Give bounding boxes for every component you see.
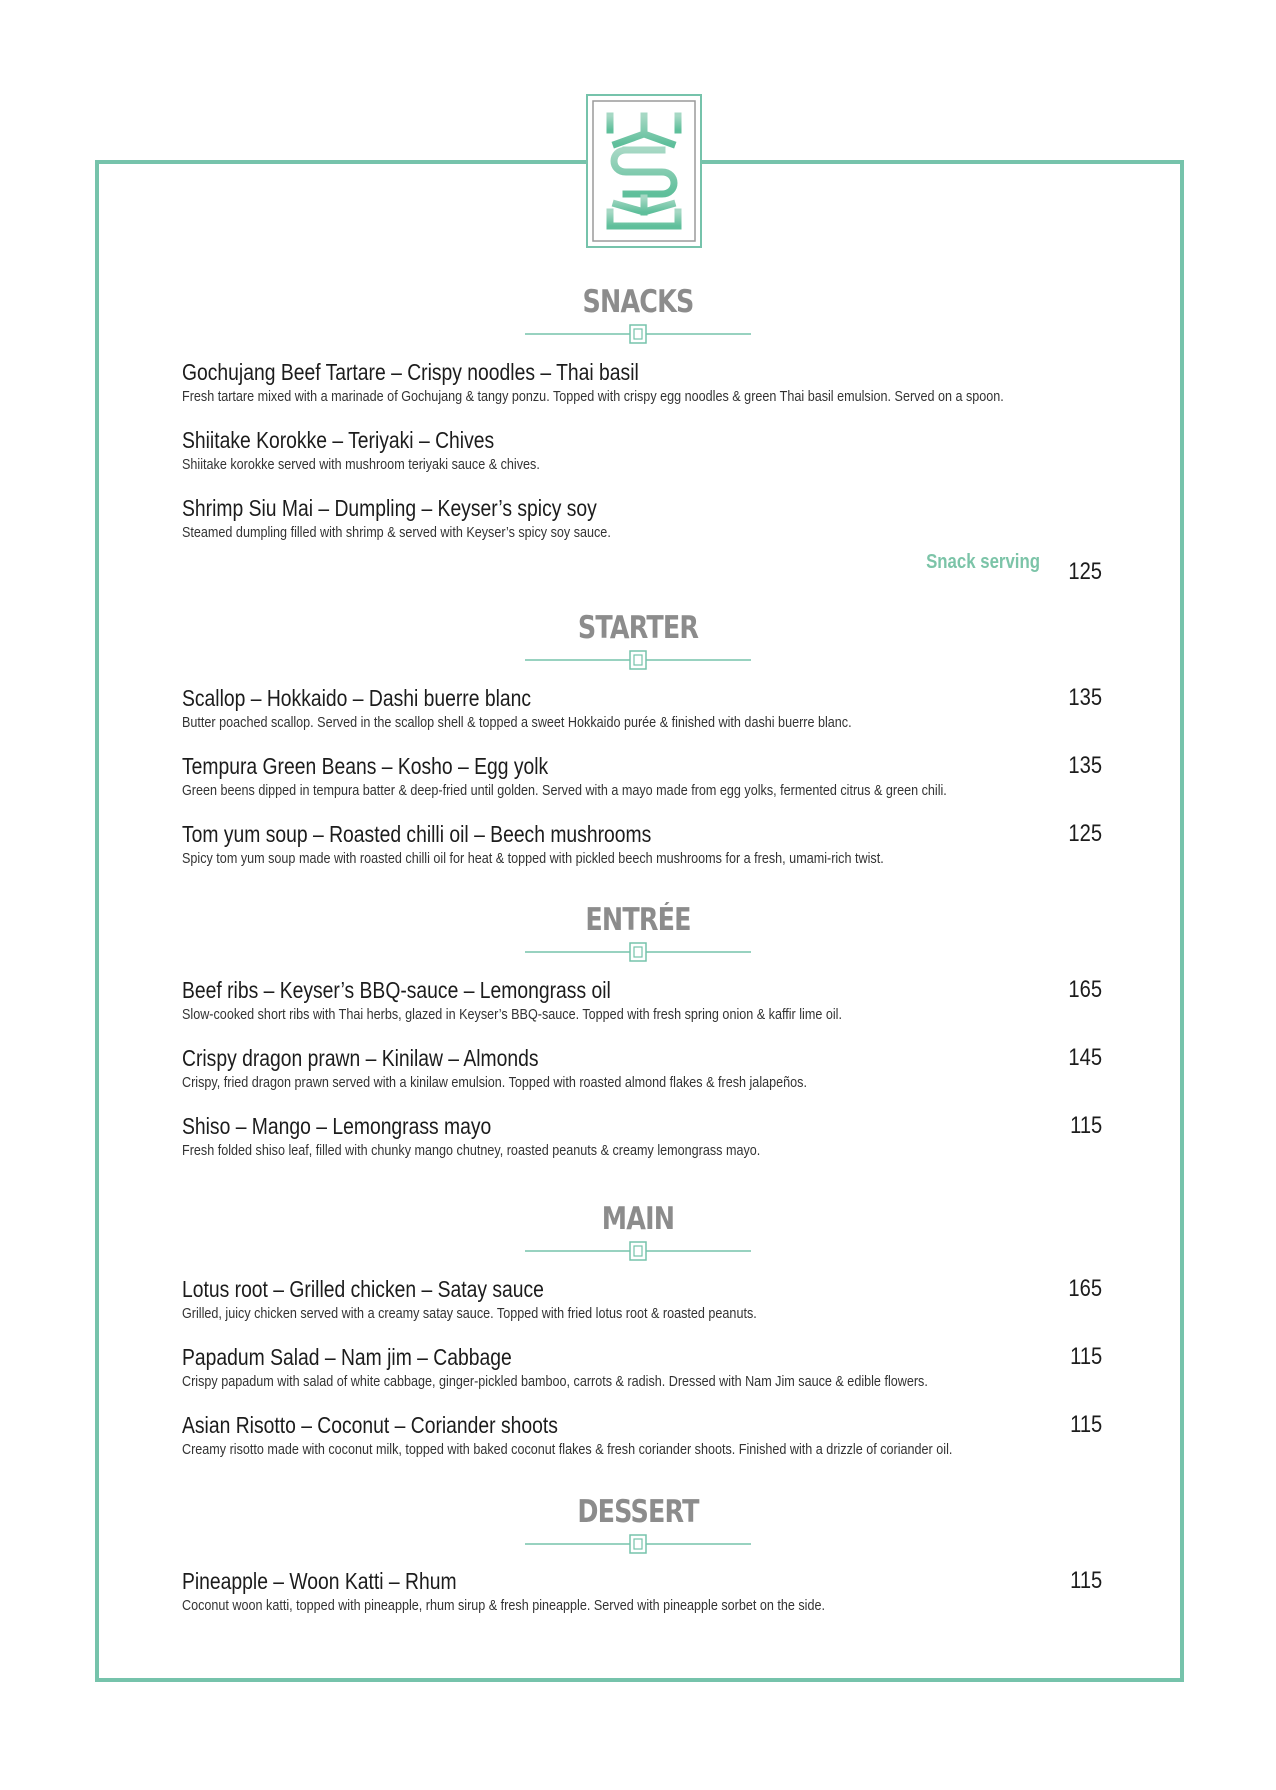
section-entree <box>0 902 1276 964</box>
item-name: Tempura Green Beans – Kosho – Egg yolk <box>182 753 549 779</box>
section-divider-icon <box>525 1532 751 1556</box>
item-name: Asian Risotto – Coconut – Coriander shoots <box>182 1412 558 1438</box>
item-name: Gochujang Beef Tartare – Crispy noodles – Thai basil <box>182 359 639 385</box>
item-price: 165 <box>1068 976 1102 1003</box>
section-title: SNACKS <box>582 284 694 320</box>
item-price: 135 <box>1068 752 1102 779</box>
item-name: Pineapple – Woon Katti – Rhum <box>182 1568 457 1594</box>
item-name: Papadum Salad – Nam jim – Cabbage <box>182 1344 512 1370</box>
section-title: DESSERT <box>577 1494 699 1530</box>
menu-item <box>182 1567 1102 1616</box>
item-name: Shiitake Korokke – Teriyaki – Chives <box>182 427 495 453</box>
section-dessert <box>0 1494 1276 1556</box>
menu-item <box>182 1275 1102 1324</box>
item-price: 125 <box>1068 820 1102 847</box>
section-starter <box>0 610 1276 672</box>
item-description: Butter poached scallop. Served in the scallop shell & topped a sweet Hokkaido purée & finished with dashi buerre blanc. <box>182 714 852 731</box>
menu-item <box>182 426 1102 475</box>
section-divider-icon <box>525 648 751 672</box>
item-description: Shiitake korokke served with mushroom teriyaki sauce & chives. <box>182 456 540 473</box>
menu-item <box>182 820 1102 869</box>
item-description: Spicy tom yum soup made with roasted chilli oil for heat & topped with pickled beech mushrooms for a fresh, umami-rich twist. <box>182 850 884 867</box>
item-name: Tom yum soup – Roasted chilli oil – Beech mushrooms <box>182 821 652 847</box>
snack-serving-label: Snack serving <box>926 551 1040 573</box>
item-price: 115 <box>1069 1411 1102 1438</box>
item-name: Lotus root – Grilled chicken – Satay sauce <box>182 1276 544 1302</box>
menu-item <box>182 1112 1102 1161</box>
item-price: 135 <box>1068 684 1102 711</box>
section-divider-icon <box>525 322 751 346</box>
item-description: Slow-cooked short ribs with Thai herbs, glazed in Keyser’s BBQ-sauce. Topped with fresh spring onion & kaffir lime oil. <box>182 1006 842 1023</box>
ks-monogram-logo-icon <box>586 94 702 248</box>
item-description: Grilled, juicy chicken served with a creamy satay sauce. Topped with fried lotus root & roasted peanuts. <box>182 1305 757 1322</box>
section-title: STARTER <box>577 610 699 646</box>
section-divider-icon <box>525 940 751 964</box>
item-price: 115 <box>1069 1112 1102 1139</box>
menu-item <box>182 1044 1102 1093</box>
section-divider-icon <box>525 1239 751 1263</box>
item-description: Coconut woon katti, topped with pineapple, rhum sirup & fresh pineapple. Served with pineapple sorbet on the side. <box>182 1597 826 1614</box>
item-description: Fresh tartare mixed with a marinade of Gochujang & tangy ponzu. Topped with crispy egg noodles & green Thai basil emulsion. Served on a spoon. <box>182 388 1004 405</box>
item-description: Crispy, fried dragon prawn served with a kinilaw emulsion. Topped with roasted almond flakes & fresh jalapeños. <box>182 1074 807 1091</box>
item-description: Creamy risotto made with coconut milk, topped with baked coconut flakes & fresh coriander shoots. Finished with a drizzle of coriander oil. <box>182 1441 953 1458</box>
item-price: 145 <box>1068 1044 1102 1071</box>
item-description: Crispy papadum with salad of white cabbage, ginger-pickled bamboo, carrots & radish. Dressed with Nam Jim sauce & edible flowers. <box>182 1373 928 1390</box>
item-price: 115 <box>1069 1343 1102 1370</box>
section-main <box>0 1201 1276 1263</box>
menu-item <box>182 1343 1102 1392</box>
item-description: Green beens dipped in tempura batter & deep-fried until golden. Served with a mayo made from egg yolks, fermented citrus & green chili. <box>182 782 947 799</box>
section-title: ENTRÉE <box>585 902 691 938</box>
item-name: Crispy dragon prawn – Kinilaw – Almonds <box>182 1045 539 1071</box>
item-price: 165 <box>1068 1275 1102 1302</box>
menu-item <box>182 684 1102 733</box>
snack-serving-price: 125 <box>1068 558 1102 585</box>
menu-item <box>182 752 1102 801</box>
item-name: Scallop – Hokkaido – Dashi buerre blanc <box>182 685 532 711</box>
item-price: 115 <box>1069 1567 1102 1594</box>
item-name: Beef ribs – Keyser’s BBQ-sauce – Lemongrass oil <box>182 977 611 1003</box>
item-name: Shiso – Mango – Lemongrass mayo <box>182 1113 492 1139</box>
menu-item <box>182 1411 1102 1460</box>
item-name: Shrimp Siu Mai – Dumpling – Keyser’s spicy soy <box>182 495 597 521</box>
menu-item <box>182 358 1102 407</box>
section-snacks <box>0 284 1276 346</box>
section-title: MAIN <box>601 1201 675 1237</box>
item-description: Fresh folded shiso leaf, filled with chunky mango chutney, roasted peanuts & creamy lemongrass mayo. <box>182 1142 761 1159</box>
menu-item <box>182 494 1102 543</box>
menu-item <box>182 976 1102 1025</box>
item-description: Steamed dumpling filled with shrimp & served with Keyser’s spicy soy sauce. <box>182 524 611 541</box>
